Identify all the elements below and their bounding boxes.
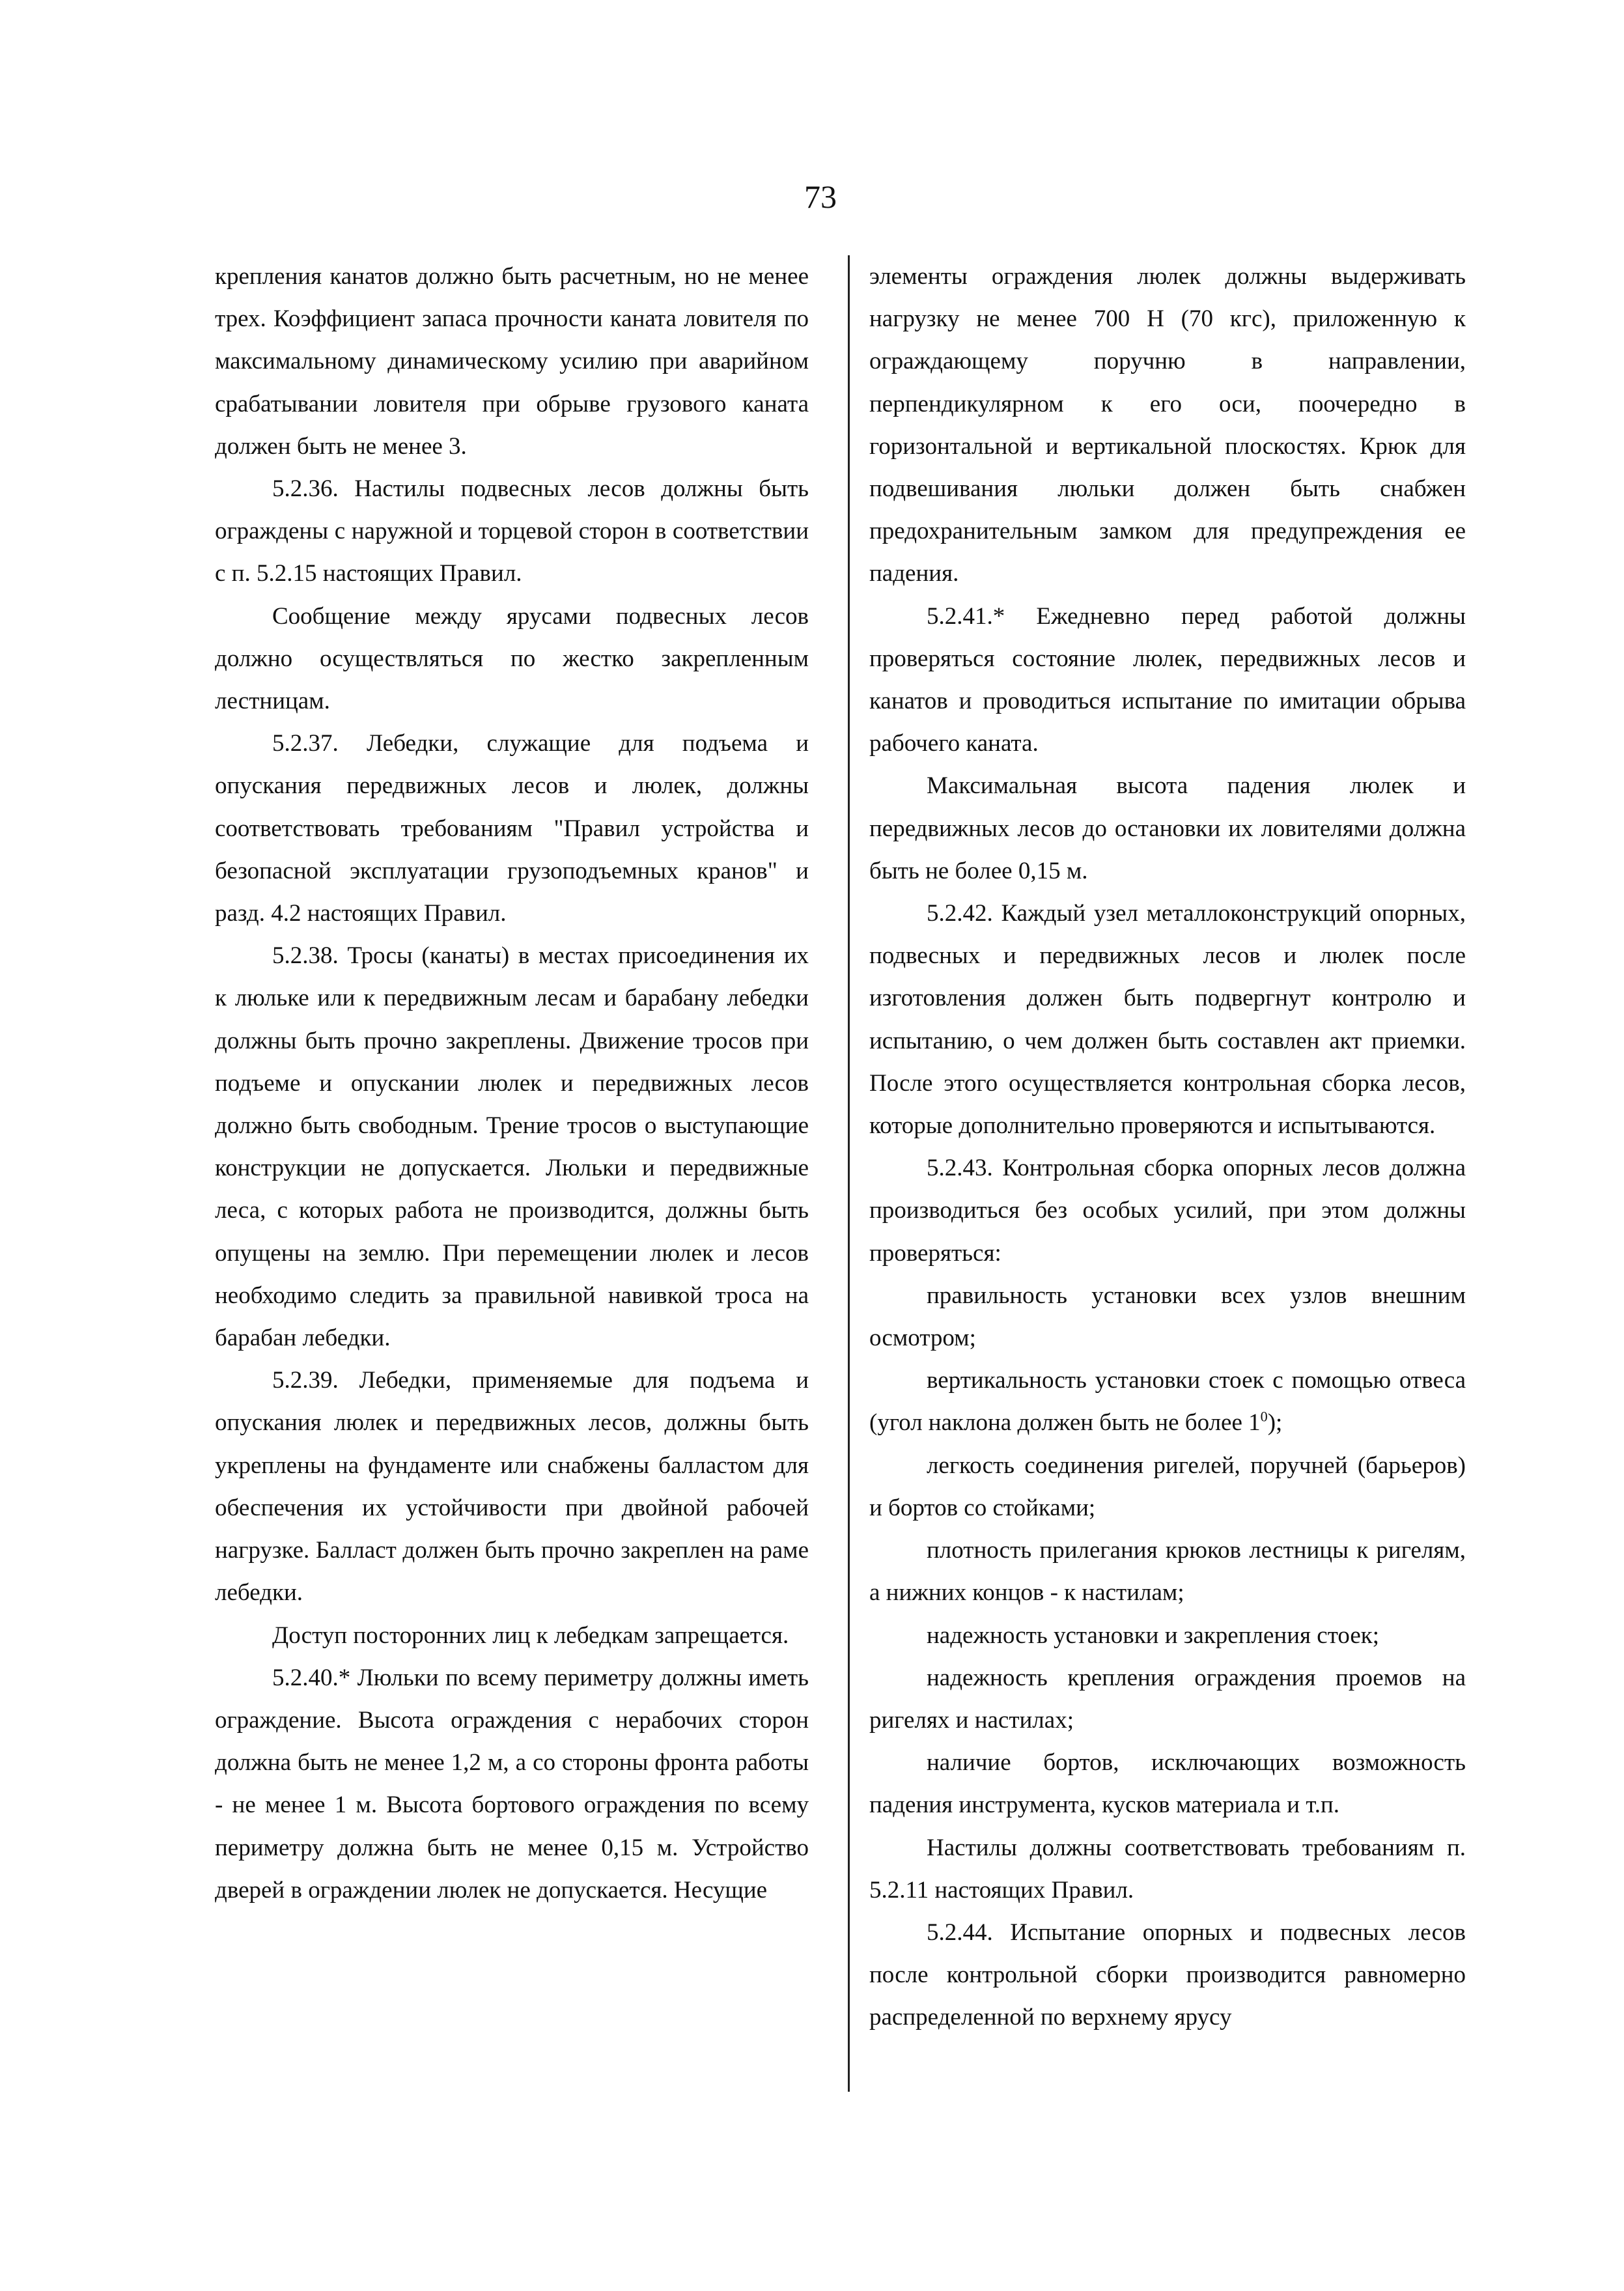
degree-superscript: 0	[1260, 1409, 1268, 1426]
paragraph: 5.2.39. Лебедки, применяемые для подъема и опускания люлек и передвижных лесов, должны быть укреплены на фундаменте или снабжены балластом для обеспечения их устойчивости при двойной рабочей нагрузке. Балласт должен быть прочно закреплен на раме лебедки.	[215, 1367, 809, 1607]
list-item: надежность установки и закрепления стоек;	[927, 1622, 1380, 1649]
paragraph: 5.2.43. Контрольная сборка опорных лесов должна производиться без особых усилий, при этом должны проверяться:	[869, 1155, 1466, 1267]
paragraph: 5.2.38. Тросы (канаты) в местах присоединения их к люльке или к передвижным лесам и барабану лебедки должны быть прочно закреплены. Движение тросов при подъеме и опускании люлек и передвижных лесов должно быть свободным. Трение тросов о выступающие конструкции не допускается. Люльки и передвижные леса, с которых работа не производится, должны быть опущены на землю. При перемещении люлек и лесов необходимо следить за правильной навивкой троса на барабан лебедки.	[215, 942, 809, 1352]
paragraph: 5.2.42. Каждый узел металлоконструкций опорных, подвесных и передвижных лесов и люлек после изготовления должен быть подвергнут контролю и испытанию, о чем должен быть составлен акт приемки. После этого осуществляется контрольная сборка лесов, которые дополнительно проверяются и испытываются.	[869, 900, 1466, 1140]
paragraph: Настилы должны соответствовать требованиям п. 5.2.11 настоящих Правил.	[869, 1834, 1466, 1904]
paragraph: Доступ посторонних лиц к лебедкам запрещается.	[272, 1622, 789, 1649]
list-item: надежность крепления ограждения проемов на ригелях и настилах;	[869, 1664, 1466, 1734]
list-item: правильность установки всех узлов внешним осмотром;	[869, 1282, 1466, 1352]
list-item: плотность прилегания крюков лестницы к ригелям, а нижних концов - к настилам;	[869, 1537, 1466, 1607]
list-item-text: вертикальность установки стоек с помощью отвеса (угол наклона должен быть не более 1	[869, 1367, 1466, 1437]
list-item	[869, 1359, 1466, 1444]
list-item-tail: );	[1267, 1409, 1283, 1437]
paragraph: 5.2.36. Настилы подвесных лесов должны быть ограждены с наружной и торцевой сторон в соответствии с п. 5.2.15 настоящих Правил.	[215, 475, 809, 587]
paragraph: 5.2.37. Лебедки, служащие для подъема и опускания передвижных лесов и люлек, должны соответствовать требованиям "Правил устройства и безопасной эксплуатации грузоподъемных кранов" и разд. 4.2 настоящих Правил.	[215, 730, 809, 927]
paragraph: 5.2.44. Испытание опорных и подвесных лесов после контрольной сборки производится равномерно распределенной по верхнему ярусу	[869, 1919, 1466, 2031]
list-item: легкость соединения ригелей, поручней (барьеров) и бортов со стойками;	[869, 1452, 1466, 1521]
paragraph: 5.2.40.* Люльки по всему периметру должны иметь ограждение. Высота ограждения с нерабочих сторон должна быть не менее 1,2 м, а со стороны фронта работы - не менее 1 м. Высота бортового ограждения по всему периметру должна быть не менее 0,15 м. Устройство дверей в ограждении люлек не допускается. Несущие	[215, 1664, 809, 1904]
page-number: 73	[804, 178, 837, 215]
paragraph: элементы ограждения люлек должны выдерживать нагрузку не менее 700 Н (70 кгс), приложенную к ограждающему поручню в направлении, перпендикулярном к его оси, поочередно в горизонтальной и вертикальной плоскостях. Крюк для подвешивания люльки должен быть снабжен предохранительным замком для предупреждения ее падения.	[869, 263, 1466, 587]
paragraph: крепления канатов должно быть расчетным, но не менее трех. Коэффициент запаса прочности каната ловителя по максимальному динамическому усилию при аварийном срабатывании ловителя при обрыве грузового каната должен быть не менее 3.	[215, 263, 809, 460]
paragraph: 5.2.41.* Ежедневно перед работой должны проверяться состояние люлек, передвижных лесов и канатов и проводиться испытание по имитации обрыва рабочего каната.	[869, 602, 1466, 757]
list-item: наличие бортов, исключающих возможность падения инструмента, кусков материала и т.п.	[869, 1749, 1466, 1819]
right-column	[869, 255, 1466, 2039]
paragraph: Сообщение между ярусами подвесных лесов должно осуществляться по жестко закрепленным лестницам.	[215, 602, 809, 715]
column-divider	[848, 255, 850, 2092]
left-column	[215, 255, 809, 1911]
paragraph: Максимальная высота падения люлек и передвижных лесов до остановки их ловителями должна быть не более 0,15 м.	[869, 772, 1466, 884]
